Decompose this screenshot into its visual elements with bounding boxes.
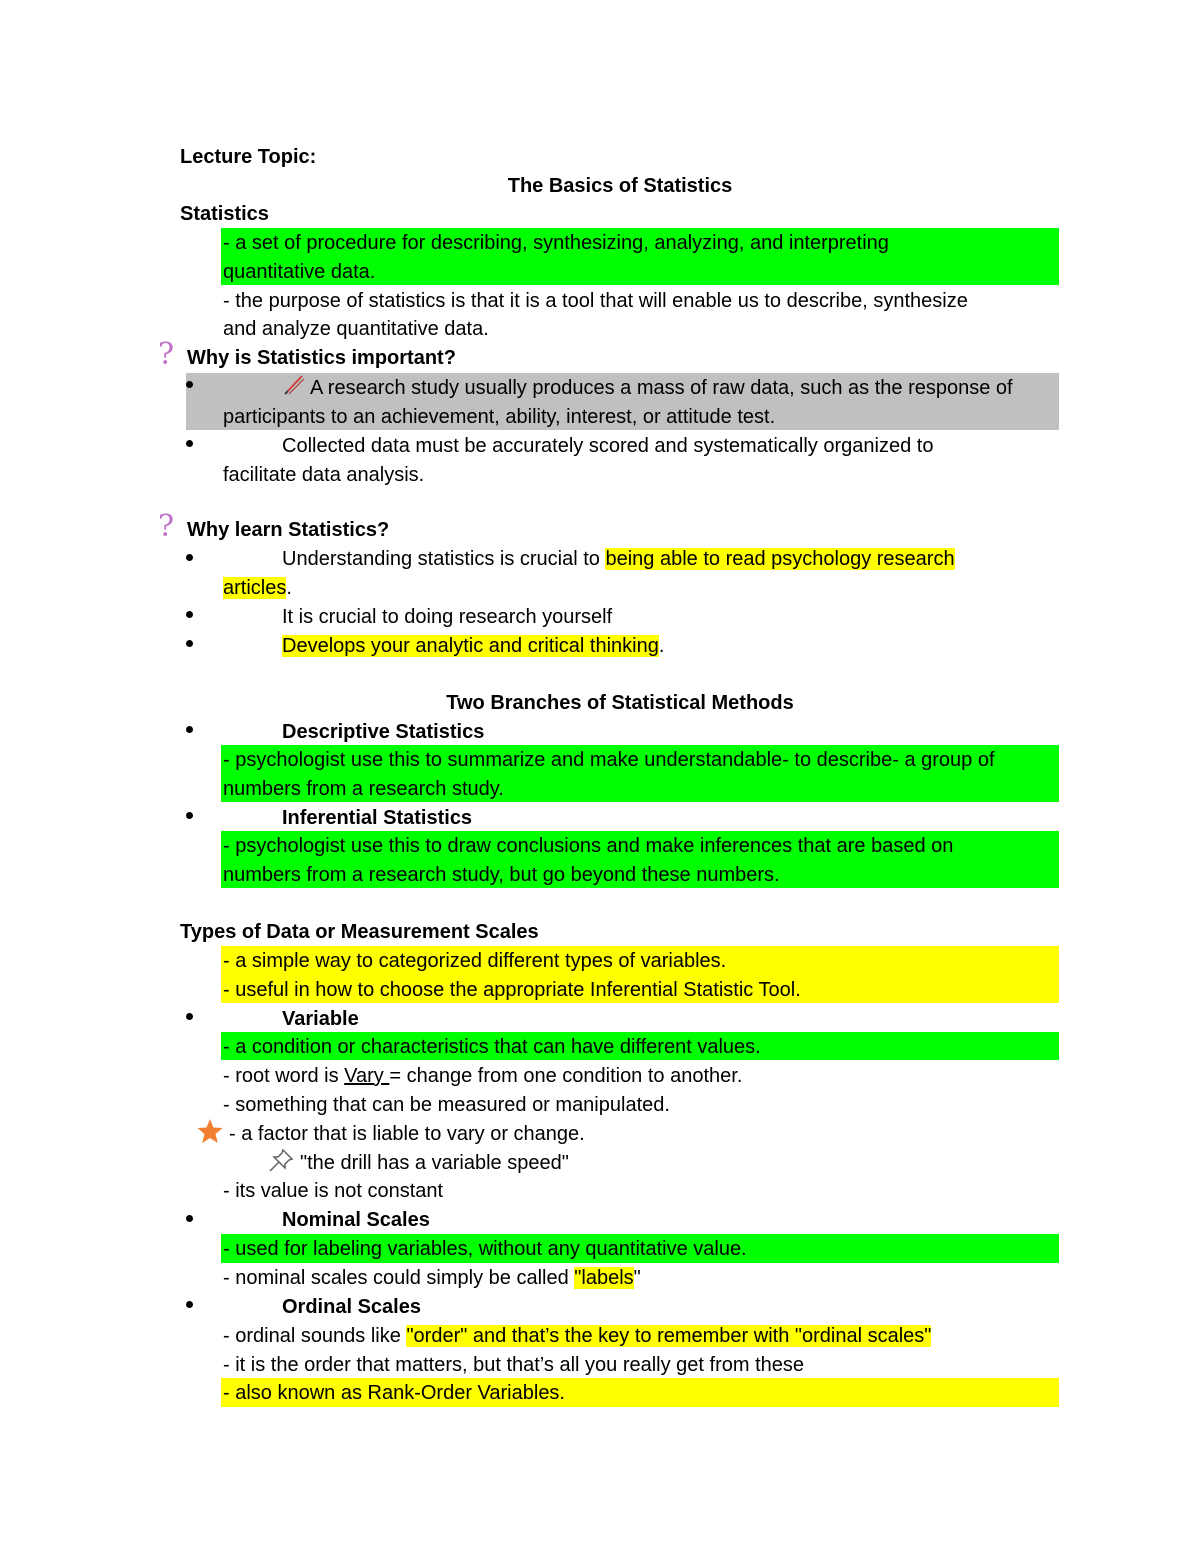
statistics-definition-line1: - a set of procedure for describing, synthesizing, analyzing, and interpreting <box>223 232 889 254</box>
variable-measured: - something that can be measured or manipulated. <box>223 1094 670 1116</box>
variable-not-constant: - its value is not constant <box>223 1180 444 1202</box>
bullet <box>186 812 193 819</box>
branches-heading: Two Branches of Statistical Methods <box>446 692 794 714</box>
question-mark-icon: ? <box>158 509 175 544</box>
highlight: "labels <box>574 1267 634 1289</box>
bullet <box>186 726 193 733</box>
why-learn-bullet2: It is crucial to doing research yourself <box>282 606 613 628</box>
question-mark-icon: ? <box>158 337 175 372</box>
star-icon <box>196 1117 224 1145</box>
statistics-purpose-line2: and analyze quantitative data. <box>223 318 489 340</box>
highlight: Develops your analytic and critical thinking <box>282 635 659 657</box>
bullet <box>186 554 193 561</box>
descriptive-definition-line2: numbers from a research study. <box>223 778 504 800</box>
why-important-bullet1-line1: A research study usually produces a mass of raw data, such as the response of <box>310 377 1013 399</box>
ordinal-rank-order: - also known as Rank-Order Variables. <box>223 1382 565 1404</box>
document-title: The Basics of Statistics <box>507 175 733 197</box>
inferential-statistics-title: Inferential Statistics <box>282 807 473 829</box>
bullet <box>186 440 193 447</box>
variable-factor: - a factor that is liable to vary or change. <box>229 1123 585 1145</box>
nominal-scales-title: Nominal Scales <box>282 1209 430 1231</box>
bullet <box>186 1013 193 1020</box>
why-important-bullet2-line1: Collected data must be accurately scored and systematically organized to <box>282 435 934 457</box>
types-definition-line1: - a simple way to categorized different types of variables. <box>223 950 727 972</box>
bullet <box>186 640 193 647</box>
inferential-definition-line2: numbers from a research study, but go beyond these numbers. <box>223 864 780 886</box>
statistics-definition-line2: quantitative data. <box>223 261 376 283</box>
ordinal-scales-title: Ordinal Scales <box>282 1296 421 1318</box>
why-important-bullet2-line2: facilitate data analysis. <box>223 464 425 486</box>
bullet <box>186 1301 193 1308</box>
why-important-bullet1-line2: participants to an achievement, ability, interest, or attitude test. <box>223 406 776 428</box>
highlight: being able to read psychology research <box>605 548 955 570</box>
descriptive-statistics-title: Descriptive Statistics <box>282 721 485 743</box>
why-learn-bullet1-line1: Understanding statistics is crucial to being able to read psychology research <box>282 548 955 570</box>
pencil-icon <box>282 372 306 396</box>
variable-title: Variable <box>282 1008 359 1030</box>
why-learn-bullet1-line2: articles. <box>223 577 292 599</box>
types-definition-line2: - useful in how to choose the appropriate Inferential Statistic Tool. <box>223 979 801 1001</box>
lecture-topic-label: Lecture Topic: <box>180 146 317 168</box>
statistics-purpose-line1: - the purpose of statistics is that it is a tool that will enable us to describe, synthesize <box>223 290 968 312</box>
inferential-definition-line1: - psychologist use this to draw conclusions and make inferences that are based on <box>223 835 954 857</box>
variable-example: "the drill has a variable speed" <box>300 1152 569 1174</box>
bullet <box>186 1215 193 1222</box>
variable-root-word: - root word is Vary = change from one condition to another. <box>223 1065 743 1087</box>
ordinal-order-matters: - it is the order that matters, but that’s all you really get from these <box>223 1354 805 1376</box>
nominal-definition: - used for labeling variables, without any quantitative value. <box>223 1238 747 1260</box>
highlight: articles <box>223 577 287 599</box>
bullet <box>186 611 193 618</box>
why-learn-bullet3: Develops your analytic and critical thinking. <box>282 635 665 657</box>
descriptive-definition-line1: - psychologist use this to summarize and make understandable- to describe- a group of <box>223 749 995 771</box>
statistics-heading: Statistics <box>180 203 269 225</box>
highlight: "order" and that’s the key to remember with "ordinal scales" <box>406 1325 932 1347</box>
bullet <box>186 381 193 388</box>
pushpin-icon <box>268 1147 296 1173</box>
ordinal-sounds-like: - ordinal sounds like "order" and that’s the key to remember with "ordinal scales" <box>223 1325 932 1347</box>
types-heading: Types of Data or Measurement Scales <box>180 921 539 943</box>
why-learn-heading: Why learn Statistics? <box>187 519 390 541</box>
why-important-heading: Why is Statistics important? <box>187 347 456 369</box>
variable-definition: - a condition or characteristics that can have different values. <box>223 1036 761 1058</box>
nominal-labels: - nominal scales could simply be called "labels" <box>223 1267 641 1289</box>
